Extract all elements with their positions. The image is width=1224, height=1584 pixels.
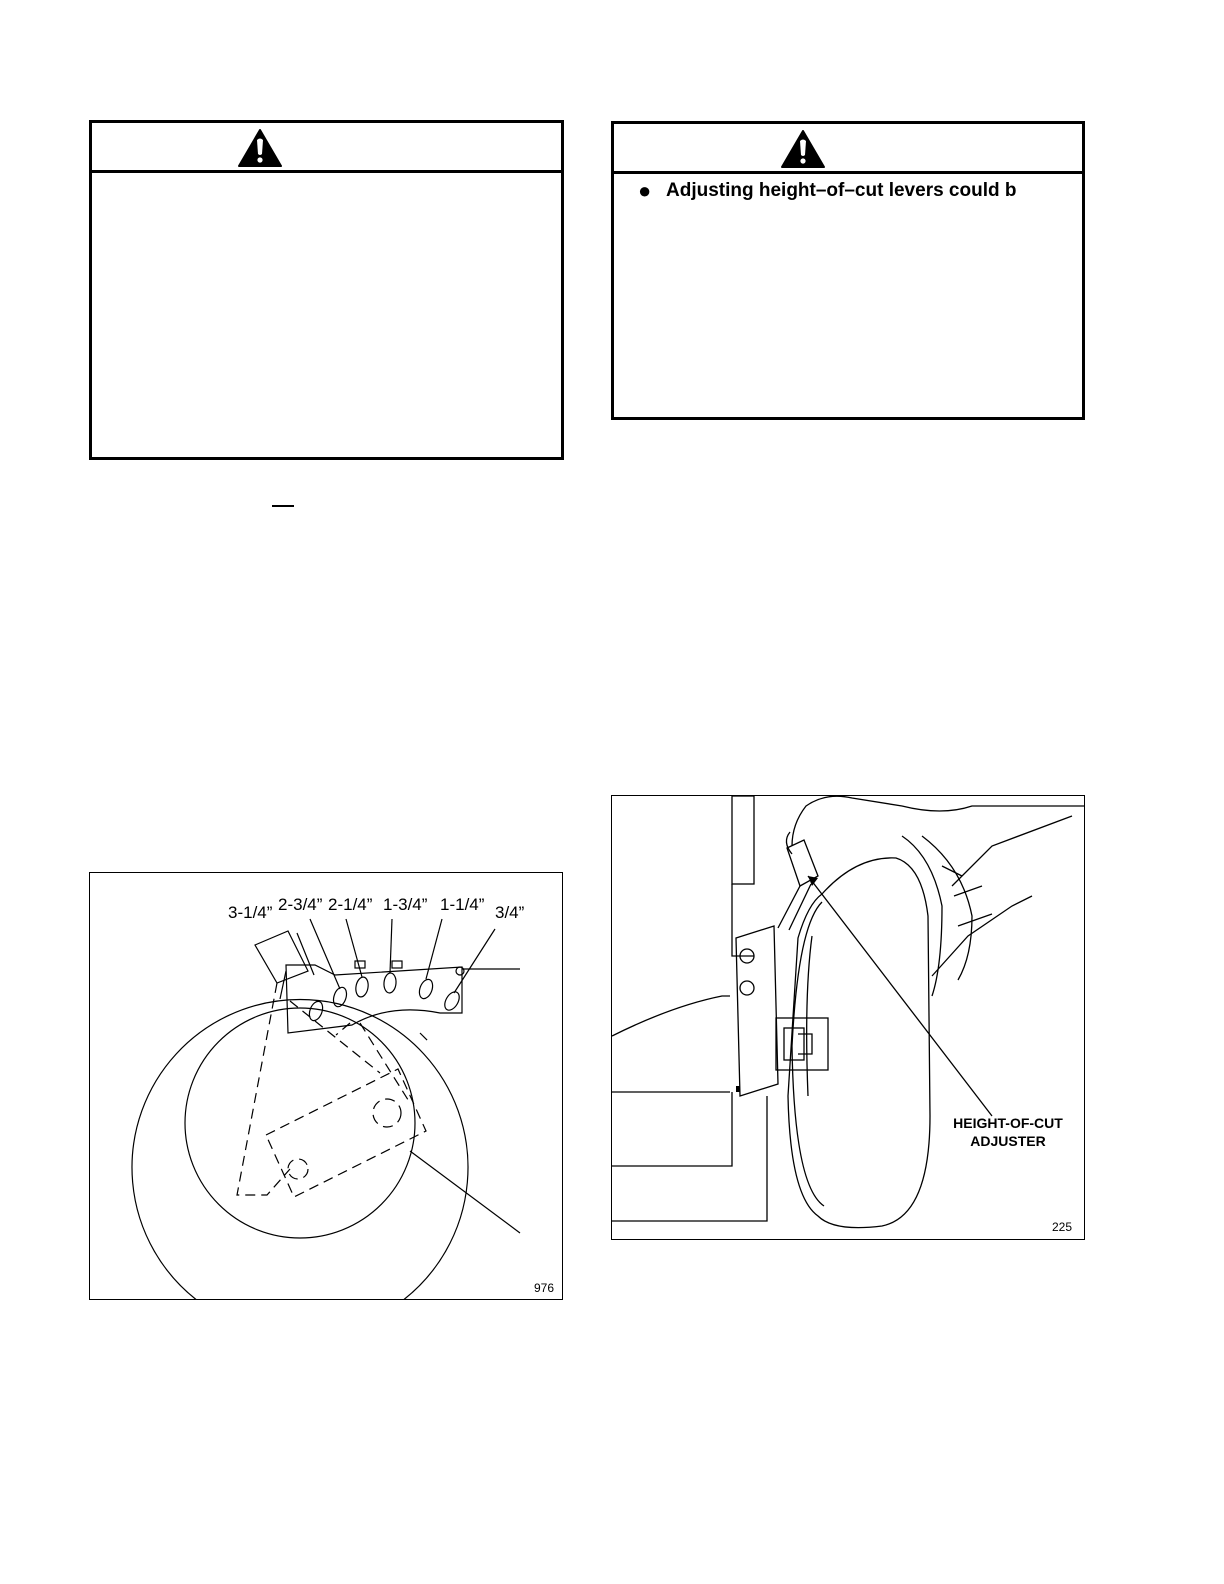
height-label: 1-1/4” xyxy=(440,895,485,914)
warning-triangle-icon xyxy=(237,128,283,168)
warning-bullet xyxy=(638,180,1046,202)
height-label: 2-3/4” xyxy=(278,895,323,914)
dash-mark xyxy=(272,505,294,507)
callout-line-1: HEIGHT-OF-CUT xyxy=(953,1115,1063,1131)
height-label: 1-3/4” xyxy=(383,895,428,914)
figure-height-diagram xyxy=(89,872,563,1300)
height-label: 3/4” xyxy=(495,903,525,922)
bullet-icon: ● xyxy=(638,178,652,203)
figure-adjuster xyxy=(611,795,1085,1240)
warning-box-right xyxy=(611,121,1085,420)
adjuster-drawing xyxy=(612,796,1085,1240)
height-diagram-drawing xyxy=(90,873,563,1300)
adjuster-callout xyxy=(938,1114,1078,1150)
figure-number: 225 xyxy=(1052,1220,1073,1234)
warning-header xyxy=(92,123,561,173)
figure-number: 976 xyxy=(534,1281,555,1295)
height-label: 2-1/4” xyxy=(328,895,373,914)
warning-triangle-icon xyxy=(780,129,826,169)
warning-bullet-text: Adjusting height–of–cut levers could b xyxy=(666,180,1017,201)
warning-header xyxy=(614,124,1082,174)
callout-line-2: ADJUSTER xyxy=(970,1133,1046,1149)
height-label: 3-1/4” xyxy=(228,903,273,922)
warning-box-left xyxy=(89,120,564,460)
